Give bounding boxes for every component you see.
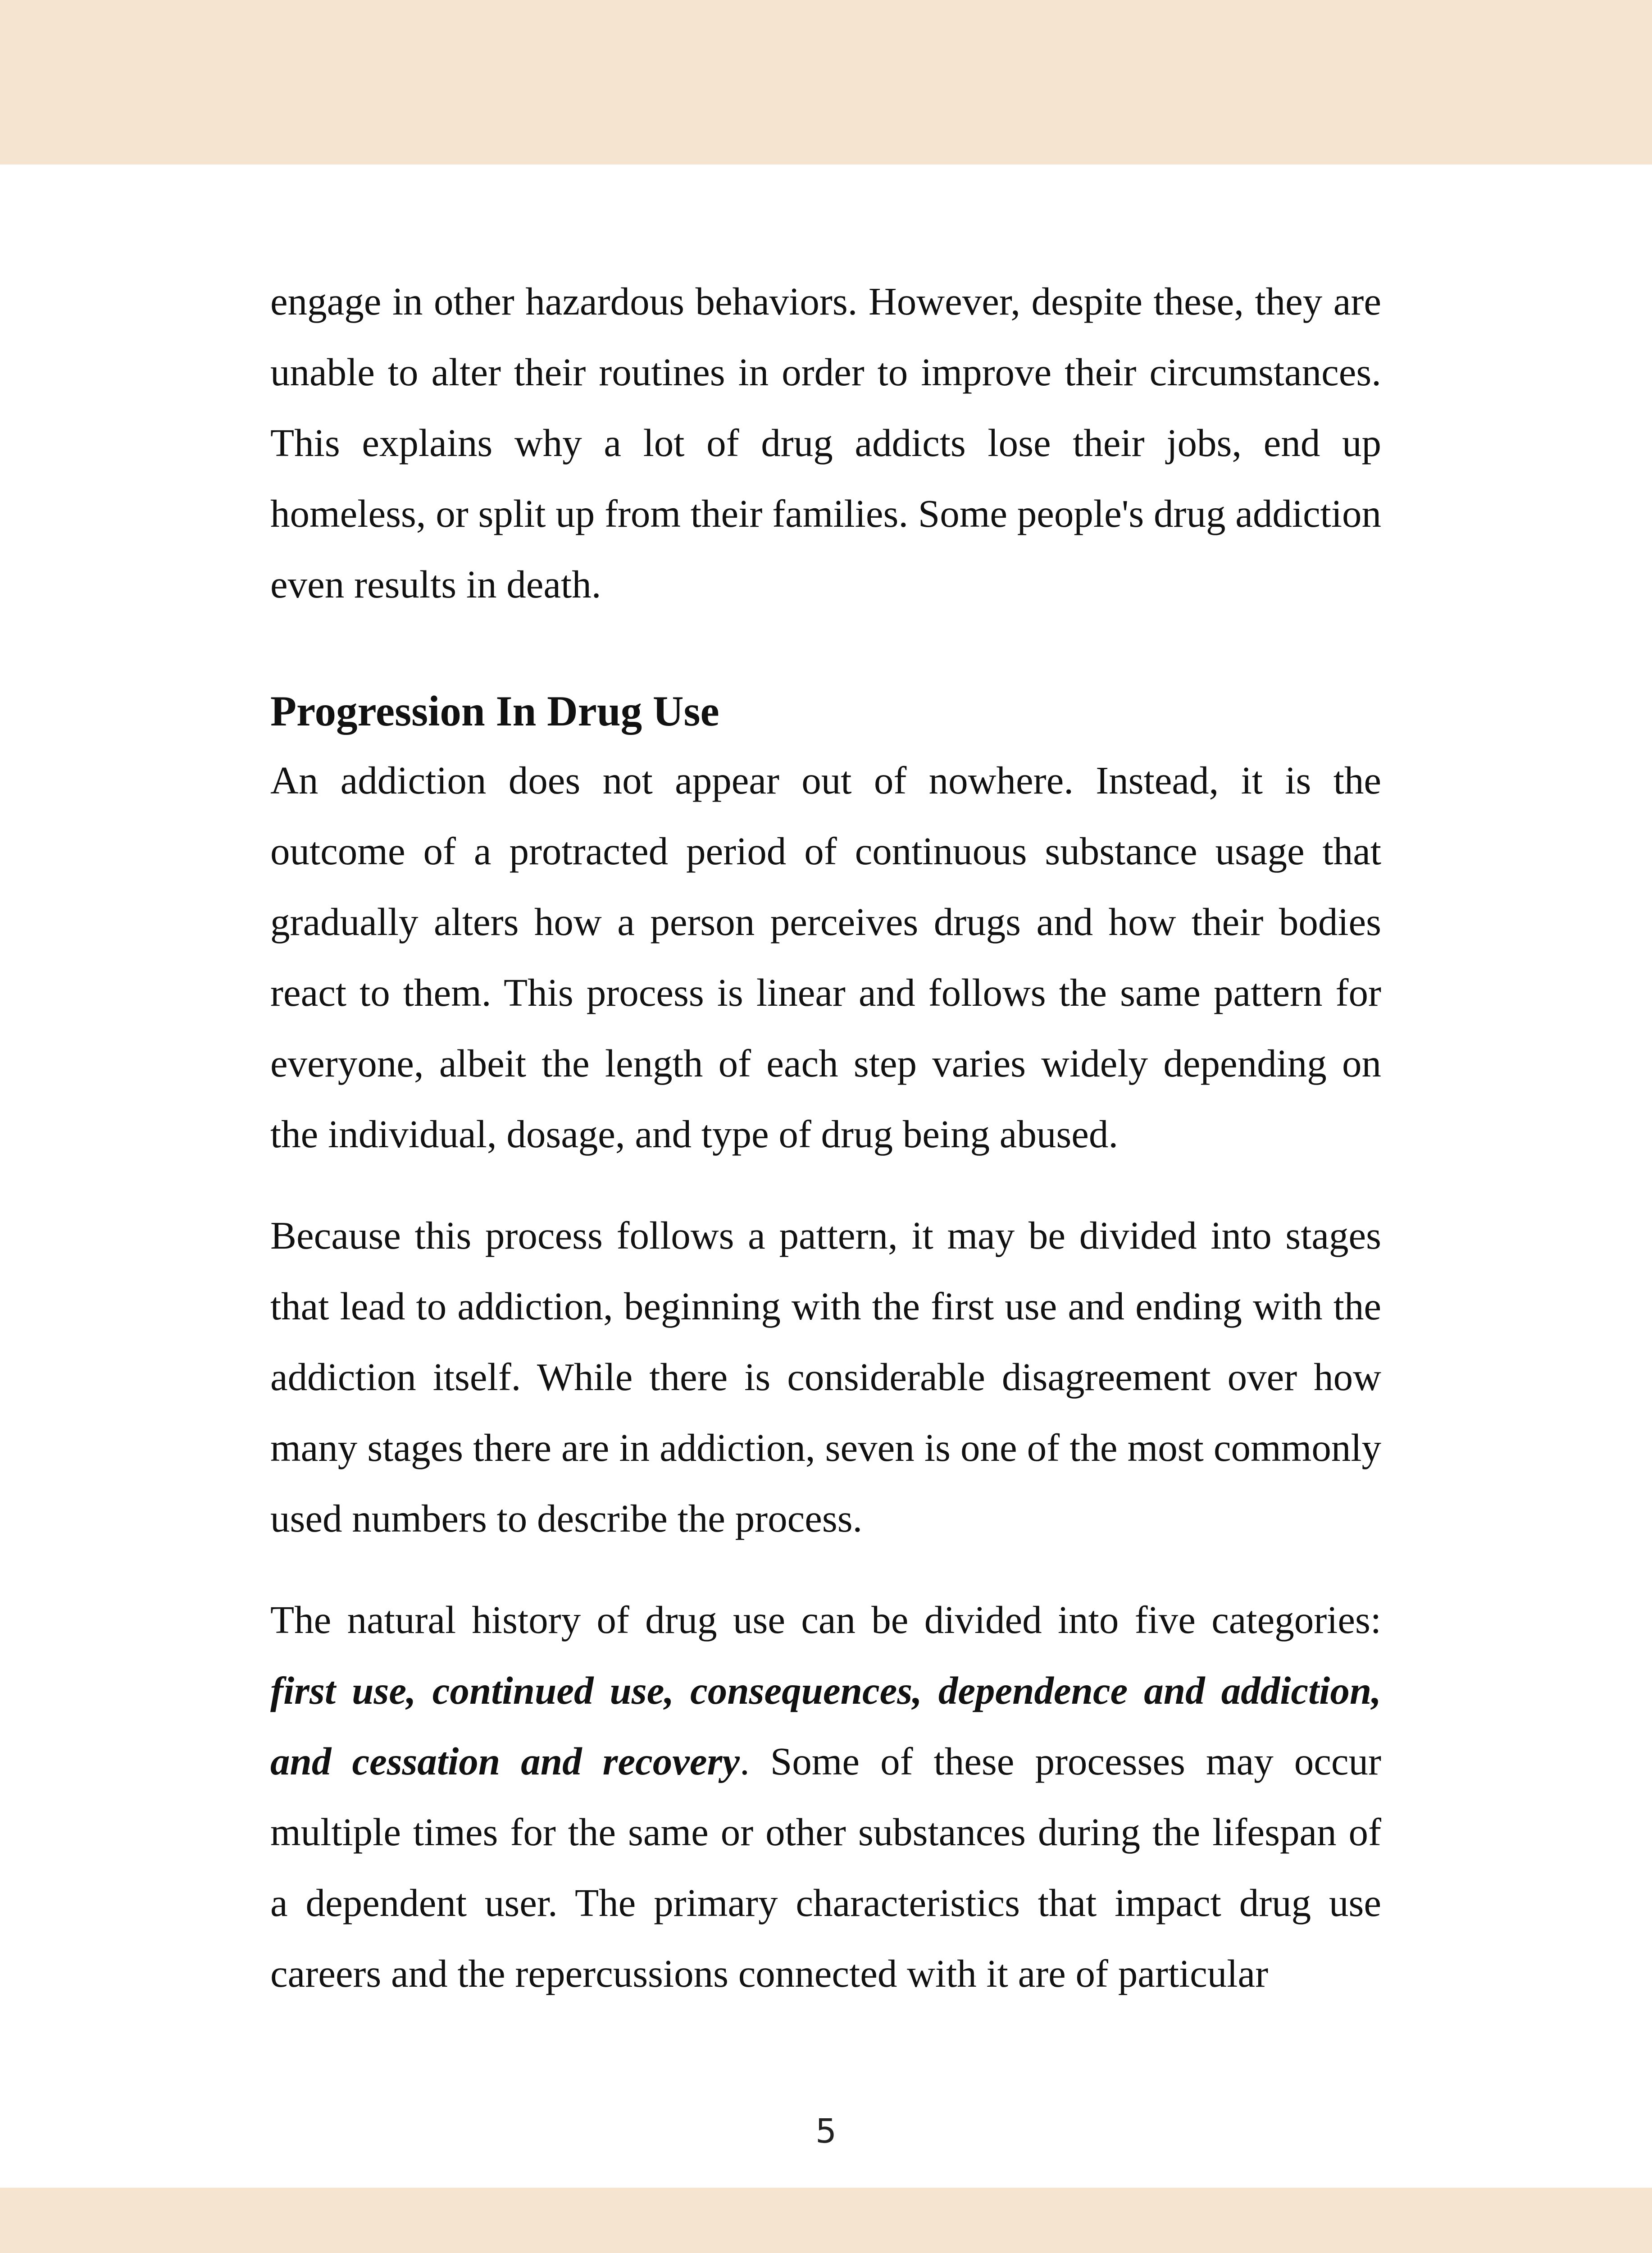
paragraph-stages: Because this process follows a pattern, it may be divided into stages that lead to addiction, beginning with the first use and ending with the addiction itself. While there is considerable disagreement over how many stages there are in addiction, seven is one of the most commonly used numbers to describe the process. bbox=[270, 1213, 1381, 1540]
paragraph-addiction-origin: An addiction does not appear out of nowhere. Instead, it is the outcome of a protracted period of continuous substance usage that gradually alters how a person perceives drugs and how their bodies react to them. This process is linear and follows the same pattern for everyone, albeit the length of each step varies widely depending on the individual, dosage, and type of drug being abused. bbox=[270, 758, 1381, 1156]
paragraph-natural-history bbox=[270, 1584, 1381, 2009]
paragraph-natural-history-intro: The natural history of drug use can be divided into five categories: bbox=[270, 1598, 1381, 1642]
categories-emphasis: first use, continued use, consequences, dependence and addiction, and cessation and recovery bbox=[270, 1669, 1381, 1783]
top-decorative-band bbox=[0, 0, 1652, 164]
section-heading: Progression In Drug Use bbox=[270, 687, 719, 735]
paragraph-continuation: engage in other hazardous behaviors. However, despite these, they are unable to alter their routines in order to improve their circumstances. This explains why a lot of drug addicts lose their jobs, end up homeless, or split up from their families. Some people's drug addiction even results in death. bbox=[270, 279, 1381, 606]
bottom-decorative-band bbox=[0, 2188, 1652, 2253]
paragraph-natural-history-rest: . Some of these processes may occur multiple times for the same or other substances during the lifespan of a dependent user. The primary characteristics that impact drug use careers and the repercussions connected with it are of particular bbox=[270, 1739, 1381, 1995]
page-body bbox=[270, 266, 1381, 2009]
page-number: 5 bbox=[815, 2112, 837, 2151]
